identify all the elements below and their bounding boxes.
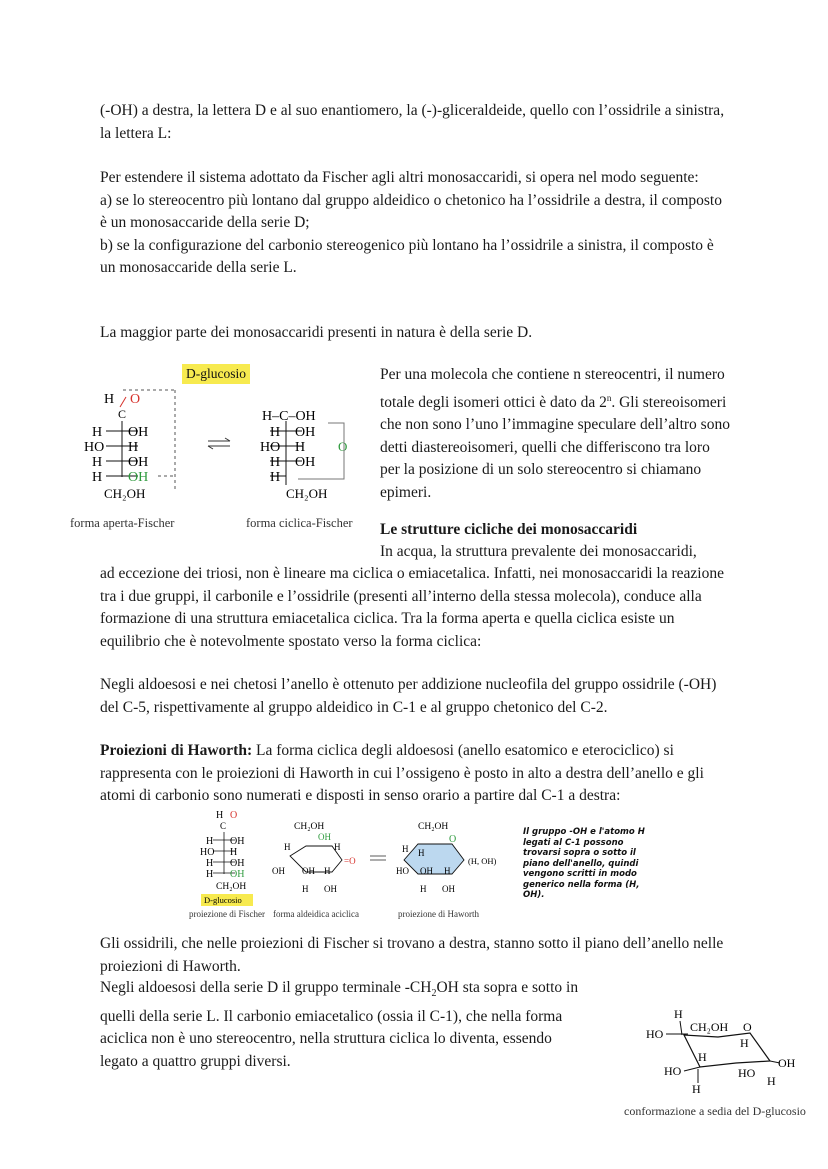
paragraph-fischer-system [100,167,730,280]
atom: OH [778,1056,796,1070]
atom: H [740,1036,749,1050]
atom: H [284,842,291,852]
atom: HO [646,1027,664,1041]
atom: O [743,1020,752,1034]
paragraph-ring-formation: Negli aldoesosi e nei chetosi l’anello è ottenuto per addizione nucleofila del gruppo ossidrile (-OH) del C-5, rispettivamente al gruppo aldeidico in C-1 e al gruppo chetonico del C-2. [100,676,717,716]
atom: C [220,821,227,831]
atom: H [767,1074,776,1088]
atom: C [118,407,127,421]
atom: H [92,470,103,485]
atom: CH₂OH [286,486,328,501]
atom-oh-green: OH [230,869,245,880]
atom: HO [260,440,281,455]
atom-o: O [130,392,141,407]
figure2-label: D-glucosio [204,895,242,905]
atom: OH [128,455,149,470]
atom: H [92,455,103,470]
stereo-sup: n [606,392,612,403]
atom: H [104,392,115,407]
fischer-intro: Per estendere il sistema adottato da Fischer agli altri monosaccaridi, si opera nel modo seguente: [100,169,699,186]
caption-haworth: proiezione di Haworth [398,909,479,919]
series-text-b: OH sta sopra e sotto in quelli della serie L. Il carbonio emiacetalico (ossia il C-1), che nella forma aciclica non è uno stereocentro, nella struttura ciclica lo diventa, essendo legato a quattro gruppi diversi. [100,979,579,1070]
atom: CH₂OH [104,486,146,501]
atom: OH [302,866,315,876]
atom: CH₂OH [294,822,325,832]
atom: OH [420,866,433,876]
atom: H [295,440,306,455]
figure1-label: D-glucosio [186,366,246,381]
atom: H [128,440,139,455]
atom: H [206,836,214,847]
atom: OH [128,425,149,440]
atom: H [692,1082,701,1096]
atom: H [270,455,281,470]
paragraph-haworth [100,740,730,808]
paragraph-enantiomer: (-OH) a destra, la lettera D e al suo enantiomero, la (-)-gliceraldeide, quello con l’ossidrile a sinistra, la lettera L: [100,102,725,142]
atom: CH₂OH [216,882,247,892]
atom: CH₂OH [690,1020,729,1034]
atom: H [230,847,238,858]
paragraph-cyclic: ad eccezione dei triosi, non è lineare ma ciclica o emiacetalica. Infatti, nei monosaccaridi la reazione tra i due gruppi, il carbonile e l’ossidrile (presenti all’interno della stessa molecola), conduce alla formazione di una struttura emiacetalica ciclica. Tra la forma aperta e quella ciclica esiste un equilibrio che è notevolmente spostato verso la forma ciclica: [100,565,724,650]
stereo-text-b: . Gli stereoisomeri che non sono l’uno l’immagine speculare dell’altro sono detti diastereoisomeri, quelli che differiscono tra loro per la posizione di un solo stereocentro si chiamano epimeri. [380,393,730,501]
haworth-text: La forma ciclica degli aldoesosi (anello esatomico e eterociclico) si rappresenta con le proiezioni di Haworth in cui l’ossigeno è posto in alto a destra dell’anello e gli atomi di carbonio sono numerati e disposti in senso orario a partire dal C-1 a destra: [100,742,704,804]
caption-cyclic-form: forma ciclica-Fischer [246,516,353,530]
atom: H [270,425,281,440]
series-sub: 2 [431,988,437,1000]
atom: H [270,470,281,485]
atom-oh-green: OH [128,470,149,485]
atom: HO [738,1066,756,1080]
atom: H [324,866,331,876]
atom: HO [664,1064,682,1078]
atom-o-green: O [449,834,457,845]
atom: OH [230,836,245,847]
atom: H [92,425,103,440]
atom: OH [295,455,316,470]
atom: H [334,842,341,852]
atom: OH [272,866,285,876]
rule-a: a) se lo stereocentro più lontano dal gruppo aldeidico o chetonico ha l’ossidrile a destra, il composto è un monosaccaride della serie D; [100,191,722,231]
haworth-title: Proiezioni di Haworth: [100,742,253,759]
atom: H [674,1007,683,1021]
atom-o: O [230,810,238,821]
atom: OH [295,425,316,440]
atom-o-green: O [338,439,348,454]
figure1-fischer-open-vs-cyclic [70,385,380,510]
haworth-note: Il gruppo -OH e l'atomo H legati al C-1 possono trovarsi sopra o sotto il piano dell'anello, quindi vengono scritti in modo generico nella forma (H, OH). [523,827,645,900]
atom: H [698,1050,707,1064]
caption-fischer: proiezione di Fischer [189,909,265,919]
paragraph-series-d: La maggior parte dei monosaccaridi presenti in natura è della serie D. [100,324,533,341]
atom: HO [200,847,215,858]
atom: H–C–OH [262,409,316,424]
atom: HO [396,866,409,876]
caption-open-form: forma aperta-Fischer [70,516,175,530]
atom-carbonyl: =O [344,856,356,866]
stereo-text-a: Per una molecola che contiene n stereocentri, il numero totale degli isomeri ottici è dato da 2 [380,366,725,411]
caption-chair: conformazione a sedia del D-glucosio [624,1104,806,1118]
atom: HO [84,440,105,455]
atom: OH [442,884,455,894]
atom: H [418,848,425,858]
atom: H [420,884,427,894]
atom-oh-green: OH [318,832,331,842]
atom: CH₂OH [418,822,449,832]
paragraph-series-d-l [100,977,590,1073]
atom: H [444,866,451,876]
atom: OH [230,858,245,869]
atom: H [206,869,214,880]
paragraph-hydroxyls: Gli ossidrili, che nelle proiezioni di Fischer si trovano a destra, stanno sotto il piano dell’anello nelle proiezioni di Haworth. [100,935,724,975]
atom: H [402,844,409,854]
atom: H [302,884,309,894]
caption-acyclic: forma aldeidica aciclica [273,909,359,919]
series-text-a: Negli aldoesosi della serie D il gruppo terminale -CH [100,979,432,996]
paragraph-cyclic-first-line: In acqua, la struttura prevalente dei monosaccaridi, [380,543,697,560]
section-title-cyclic: Le strutture cicliche dei monosaccaridi [380,521,638,538]
atom: H [206,858,214,869]
figure3-chair-conformation [640,1005,820,1100]
atom: H [216,810,224,821]
rule-b: b) se la configurazione del carbonio stereogenico più lontano ha l’ossidrile a sinistra, il composto è un monosaccaride della serie L. [100,236,714,276]
atom-h-oh: (H, OH) [468,856,497,866]
figure2-fischer-haworth [186,808,516,908]
atom: OH [324,884,337,894]
paragraph-stereocenters [380,364,732,504]
